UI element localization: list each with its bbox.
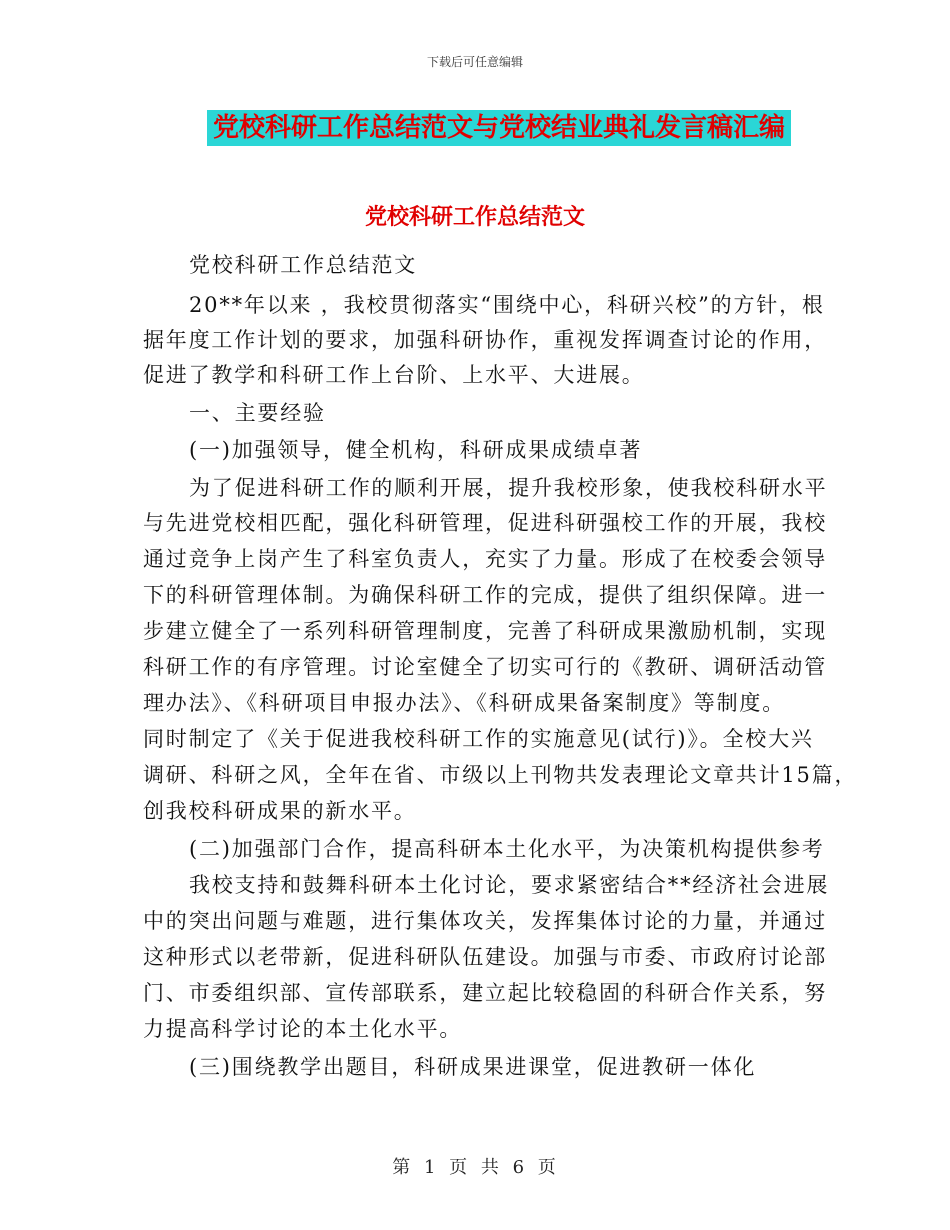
main-title: 党校科研工作总结范文与党校结业典礼发言稿汇编 [207, 110, 791, 146]
paragraph-line: 力提高科学讨论的本土化水平。 [143, 1017, 463, 1041]
paragraph-line: 促进了教学和科研工作上台阶、上水平、大进展。 [143, 363, 645, 387]
total-page-number: 6 [512, 1157, 527, 1178]
paragraph-line: 同时制定了《关于促进我校科研工作的实施意见(试行)》。全校大兴 [143, 727, 814, 751]
paragraph-line: 我校支持和鼓舞科研本土化讨论，要求紧密结合**经济社会进展 [189, 873, 830, 897]
paragraph-line: 中的突出问题与难题，进行集体攻关，发挥集体讨论的力量，并通过 [143, 909, 827, 933]
footer-prefix: 第 [392, 1157, 413, 1178]
paragraph-line: 这种形式以老带新，促进科研队伍建设。加强与市委、市政府讨论部 [143, 945, 827, 969]
current-page-number: 1 [423, 1157, 438, 1178]
paragraph-line: (二)加强部门合作，提高科研本土化水平，为决策机构提供参考 [189, 837, 825, 861]
paragraph-line: 理办法》、《科研项目申报办法》、《科研成果备案制度》等制度。 [143, 691, 785, 715]
paragraph-line: 党校科研工作总结范文 [189, 253, 417, 277]
footer-total-word: 共 [480, 1157, 501, 1178]
page-footer [0, 1153, 950, 1179]
footer-page-word: 页 [449, 1157, 470, 1178]
paragraph-line: 步建立健全了一系列科研管理制度，完善了科研成果激励机制，实现 [143, 619, 827, 643]
paragraph-line: 下的科研管理体制。为确保科研工作的完成，提供了组织保障。进一 [143, 583, 827, 607]
paragraph-line: (三)围绕教学出题目，科研成果进课堂，促进教研一体化 [189, 1055, 757, 1079]
paragraph-line: 与先进党校相匹配，强化科研管理，促进科研强校工作的开展，我校 [143, 511, 827, 535]
paragraph-line: 一、主要经验 [189, 401, 326, 425]
main-title-wrap [0, 110, 950, 146]
footer-suffix: 页 [537, 1157, 558, 1178]
paragraph-line: 创我校科研成果的新水平。 [143, 799, 417, 823]
paragraph-line: 通过竞争上岗产生了科室负责人，充实了力量。形成了在校委会领导 [143, 547, 827, 571]
paragraph-line: 科研工作的有序管理。讨论室健全了切实可行的《教研、调研活动管 [143, 655, 827, 679]
paragraph-line: 门、市委组织部、宣传部联系，建立起比较稳固的科研合作关系，努 [143, 981, 827, 1005]
paragraph-line: 20**年以来 ，我校贯彻落实“围绕中心，科研兴校”的方针，根 [189, 293, 825, 317]
section-title: 党校科研工作总结范文 [364, 205, 585, 230]
paragraph-line: 为了促进科研工作的顺利开展，提升我校形象，使我校科研水平 [189, 476, 828, 500]
paragraph-line: 调研、科研之风，全年在省、市级以上刊物共发表理论文章共计15篇， [143, 763, 858, 787]
paragraph-line: (一)加强领导，健全机构，科研成果成绩卓著 [189, 438, 643, 462]
paragraph-line: 据年度工作计划的要求，加强科研协作，重视发挥调查讨论的作用， [143, 328, 827, 352]
header-note: 下载后可任意编辑 [426, 55, 523, 69]
